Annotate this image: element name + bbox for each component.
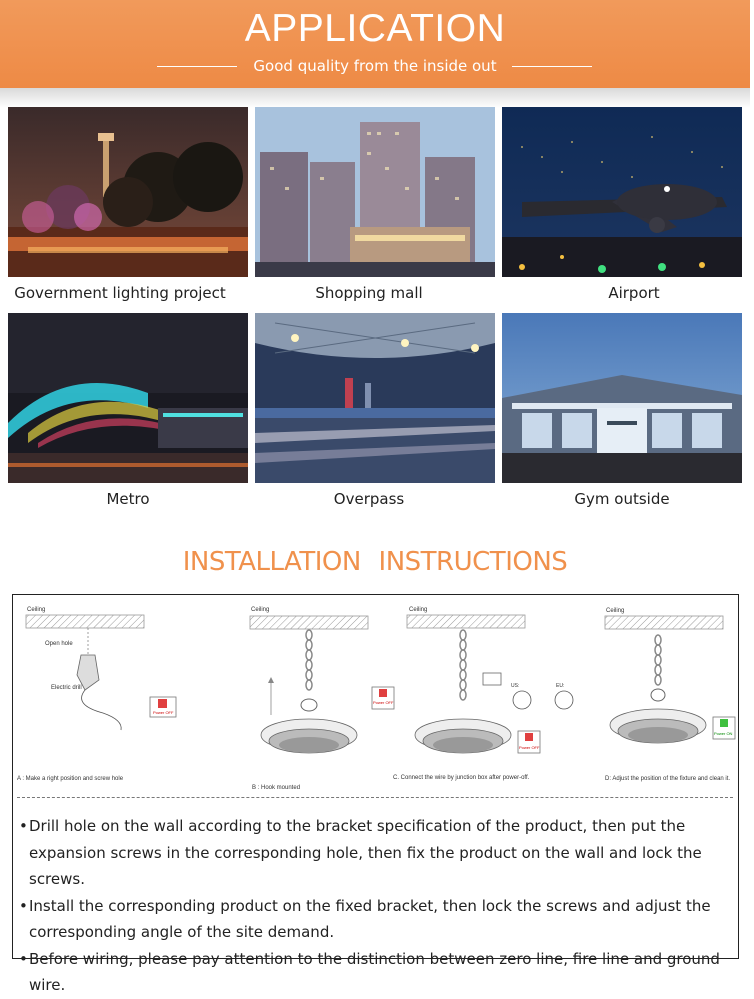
step-b-caption: B : Hook mounted [252,785,301,791]
header-shadow [0,88,750,108]
step-c-caption: C. Connect the wire by junction box after power-off. [393,775,530,781]
open-hole-label: Open hole [45,641,73,647]
ceiling-label-c: Ceiling [409,607,428,613]
ceiling-label-a: Ceiling [27,607,46,613]
instruction-item: • Drill hole on the wall according to the bracket specification of the product, then put the expansion screws in the corresponding hole, then fix the product on the wall and lock the screws. [19,813,739,893]
application-image-airport [502,107,742,277]
page-subtitle: Good quality from the inside out [253,57,497,75]
us-label: US: [511,683,520,689]
application-caption-overpass: Overpass [333,490,405,508]
instruction-list [19,813,739,999]
power-off-label-c: Power OFF [519,745,540,750]
installation-title: INSTALLATION INSTRUCTIONS [182,547,568,577]
application-image-gym [502,313,742,483]
application-caption-government: Government lighting project [14,284,226,302]
application-caption-metro: Metro [106,490,150,508]
page-title: APPLICATION [244,7,506,50]
power-off-label-a: Power OFF [153,710,174,715]
electric-drill-label: Electric drill [51,685,82,691]
application-caption-shopping-mall: Shopping mall [315,284,423,302]
installation-instructions-box [12,594,739,994]
application-image-metro [8,313,248,483]
installation-diagram [13,595,738,795]
ceiling-label-b: Ceiling [251,607,270,613]
instruction-item: • Before wiring, please pay attention to the distinction between zero line, fire line and ground wire. [19,946,739,999]
application-image-government [8,107,248,277]
application-caption-gym: Gym outside [574,490,670,508]
diagram-divider [17,797,733,798]
ceiling-label-d: Ceiling [606,608,625,614]
eu-label: EU: [556,683,565,689]
step-a-caption: A : Make a right position and screw hole [17,776,124,782]
application-image-shopping-mall [255,107,495,277]
subtitle-divider-right [512,66,592,67]
step-d-caption: D: Adjust the position of the fixture and clean it. [605,776,731,782]
application-caption-airport: Airport [608,284,660,302]
instruction-item: • Install the corresponding product on the fixed bracket, then lock the screws and adjust the corresponding angle of the site demand. [19,893,739,946]
application-image-overpass [255,313,495,483]
power-off-label-b: Power OFF [373,700,394,705]
power-on-label-d: Power ON [714,731,733,736]
